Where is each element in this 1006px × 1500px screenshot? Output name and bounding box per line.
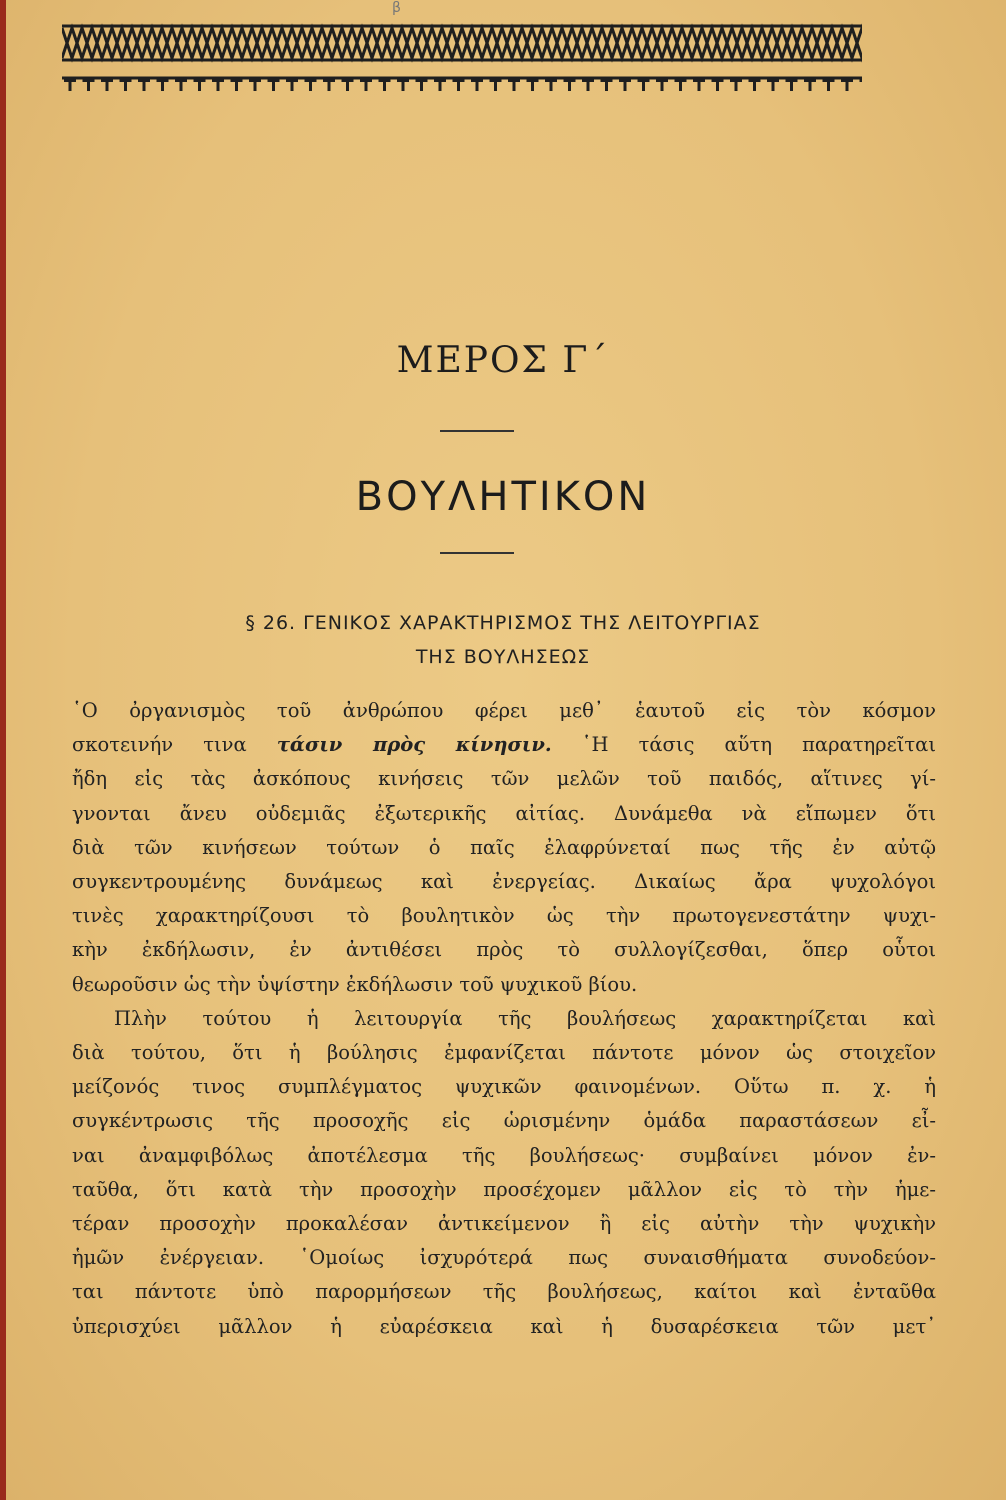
text-line: ταῦθα, ὅτι κατὰ τὴν προσοχὴν προσέχομεν μᾶλλον εἰς τὸ τὴν ἡμε-: [72, 1177, 936, 1201]
text-line: διὰ τούτου, ὅτι ἡ βούλησις ἐμφανίζεται πάντοτε μόνον ὡς στοιχεῖον: [72, 1041, 936, 1065]
section-title: ΒΟΥΛΗΤΙΚΟΝ: [355, 474, 651, 520]
text-line: ὑπερισχύει μᾶλλον ἡ εὐαρέσκεια καὶ ἡ δυσαρέσκεια τῶν μετ᾽: [72, 1314, 936, 1338]
text-line: ἡμῶν ἐνέργειαν. ῾Ομοίως ἰσχυρότερά πως συναισθήματα συνοδεύον-: [72, 1246, 936, 1270]
part-title: ΜΕΡΟΣ Γ΄: [396, 340, 610, 381]
divider-rule: [440, 430, 514, 432]
chapter-heading: [0, 606, 1006, 674]
text-run: σκοτεινήν τινα: [72, 733, 247, 757]
chapter-heading-line-2: ΤΗΣ ΒΟΥΛΗΣΕΩΣ: [415, 646, 591, 668]
text-line: [72, 728, 936, 762]
text-line: ναι ἀναμφιβόλως ἀποτέλεσμα τῆς βουλήσεως· συμβαίνει μόνον ἐν-: [72, 1143, 936, 1167]
text-line: συγκέντρωσις τῆς προσοχῆς εἰς ὡρισμένην ὁμάδα παραστάσεων εἶ-: [72, 1109, 936, 1133]
page-edge: [0, 0, 6, 1500]
text-line: διὰ τῶν κινήσεων τούτων ὁ παῖς ἐλαφρύνεταί πως τῆς ἐν αὐτῷ: [72, 835, 936, 859]
text-line: συγκεντρουμένης δυνάμεως καὶ ἐνεργείας. Δικαίως ἄρα ψυχολόγοι: [72, 870, 936, 894]
body-text: [72, 694, 936, 1344]
emphasized-term: τάσιν πρὸς κίνησιν.: [276, 733, 552, 757]
text-line: τινὲς χαρακτηρίζουσι τὸ βουλητικὸν ὡς τὴν πρωτογενεστάτην ψυχι-: [72, 904, 936, 928]
text-line: τέραν προσοχὴν προκαλέσαν ἀντικείμενον ἢ εἰς αὐτὴν τὴν ψυχικὴν: [72, 1212, 936, 1236]
text-line: γνονται ἄνευ οὐδεμιᾶς ἐξωτερικῆς αἰτίας. Δυνάμεθα νὰ εἴπωμεν ὅτι: [72, 801, 936, 825]
text-run: ῾Η τάσις αὕτη παρατηρεῖται: [581, 733, 936, 757]
paragraph-2: [72, 1002, 936, 1344]
paragraph-1: [72, 694, 936, 1002]
divider-rule: [440, 552, 514, 554]
text-line: μείζονός τινος συμπλέγματος ψυχικῶν φαινομένων. Οὕτω π. χ. ἡ: [72, 1075, 936, 1099]
text-line: ται πάντοτε ὑπὸ παρορμήσεων τῆς βουλήσεως, καίτοι καὶ ἐνταῦθα: [72, 1280, 936, 1304]
page-mark: β: [392, 0, 401, 16]
text-line: ῾Ο ὀργανισμὸς τοῦ ἀνθρώπου φέρει μεθ᾽ ἑαυτοῦ εἰς τὸν κόσμον: [72, 699, 936, 722]
text-line: κὴν ἐκδήλωσιν, ἐν ἀντιθέσει πρὸς τὸ συλλογίζεσθαι, ὅπερ οὗτοι: [72, 938, 936, 962]
decorative-header-ornament: [62, 18, 862, 98]
text-line: Πλὴν τούτου ἡ λειτουργία τῆς βουλήσεως χαρακτηρίζεται καὶ: [114, 1006, 936, 1030]
text-line: ἤδη εἰς τὰς ἀσκόπους κινήσεις τῶν μελῶν τοῦ παιδός, αἵτινες γί-: [72, 767, 936, 791]
chapter-heading-line-1: § 26. ΓΕΝΙΚΟΣ ΧΑΡΑΚΤΗΡΙΣΜΟΣ ΤΗΣ ΛΕΙΤΟΥΡΓΙΑΣ: [245, 612, 761, 634]
text-line: θεωροῦσιν ὡς τὴν ὑψίστην ἐκδήλωσιν τοῦ ψυχικοῦ βίου.: [72, 972, 638, 996]
